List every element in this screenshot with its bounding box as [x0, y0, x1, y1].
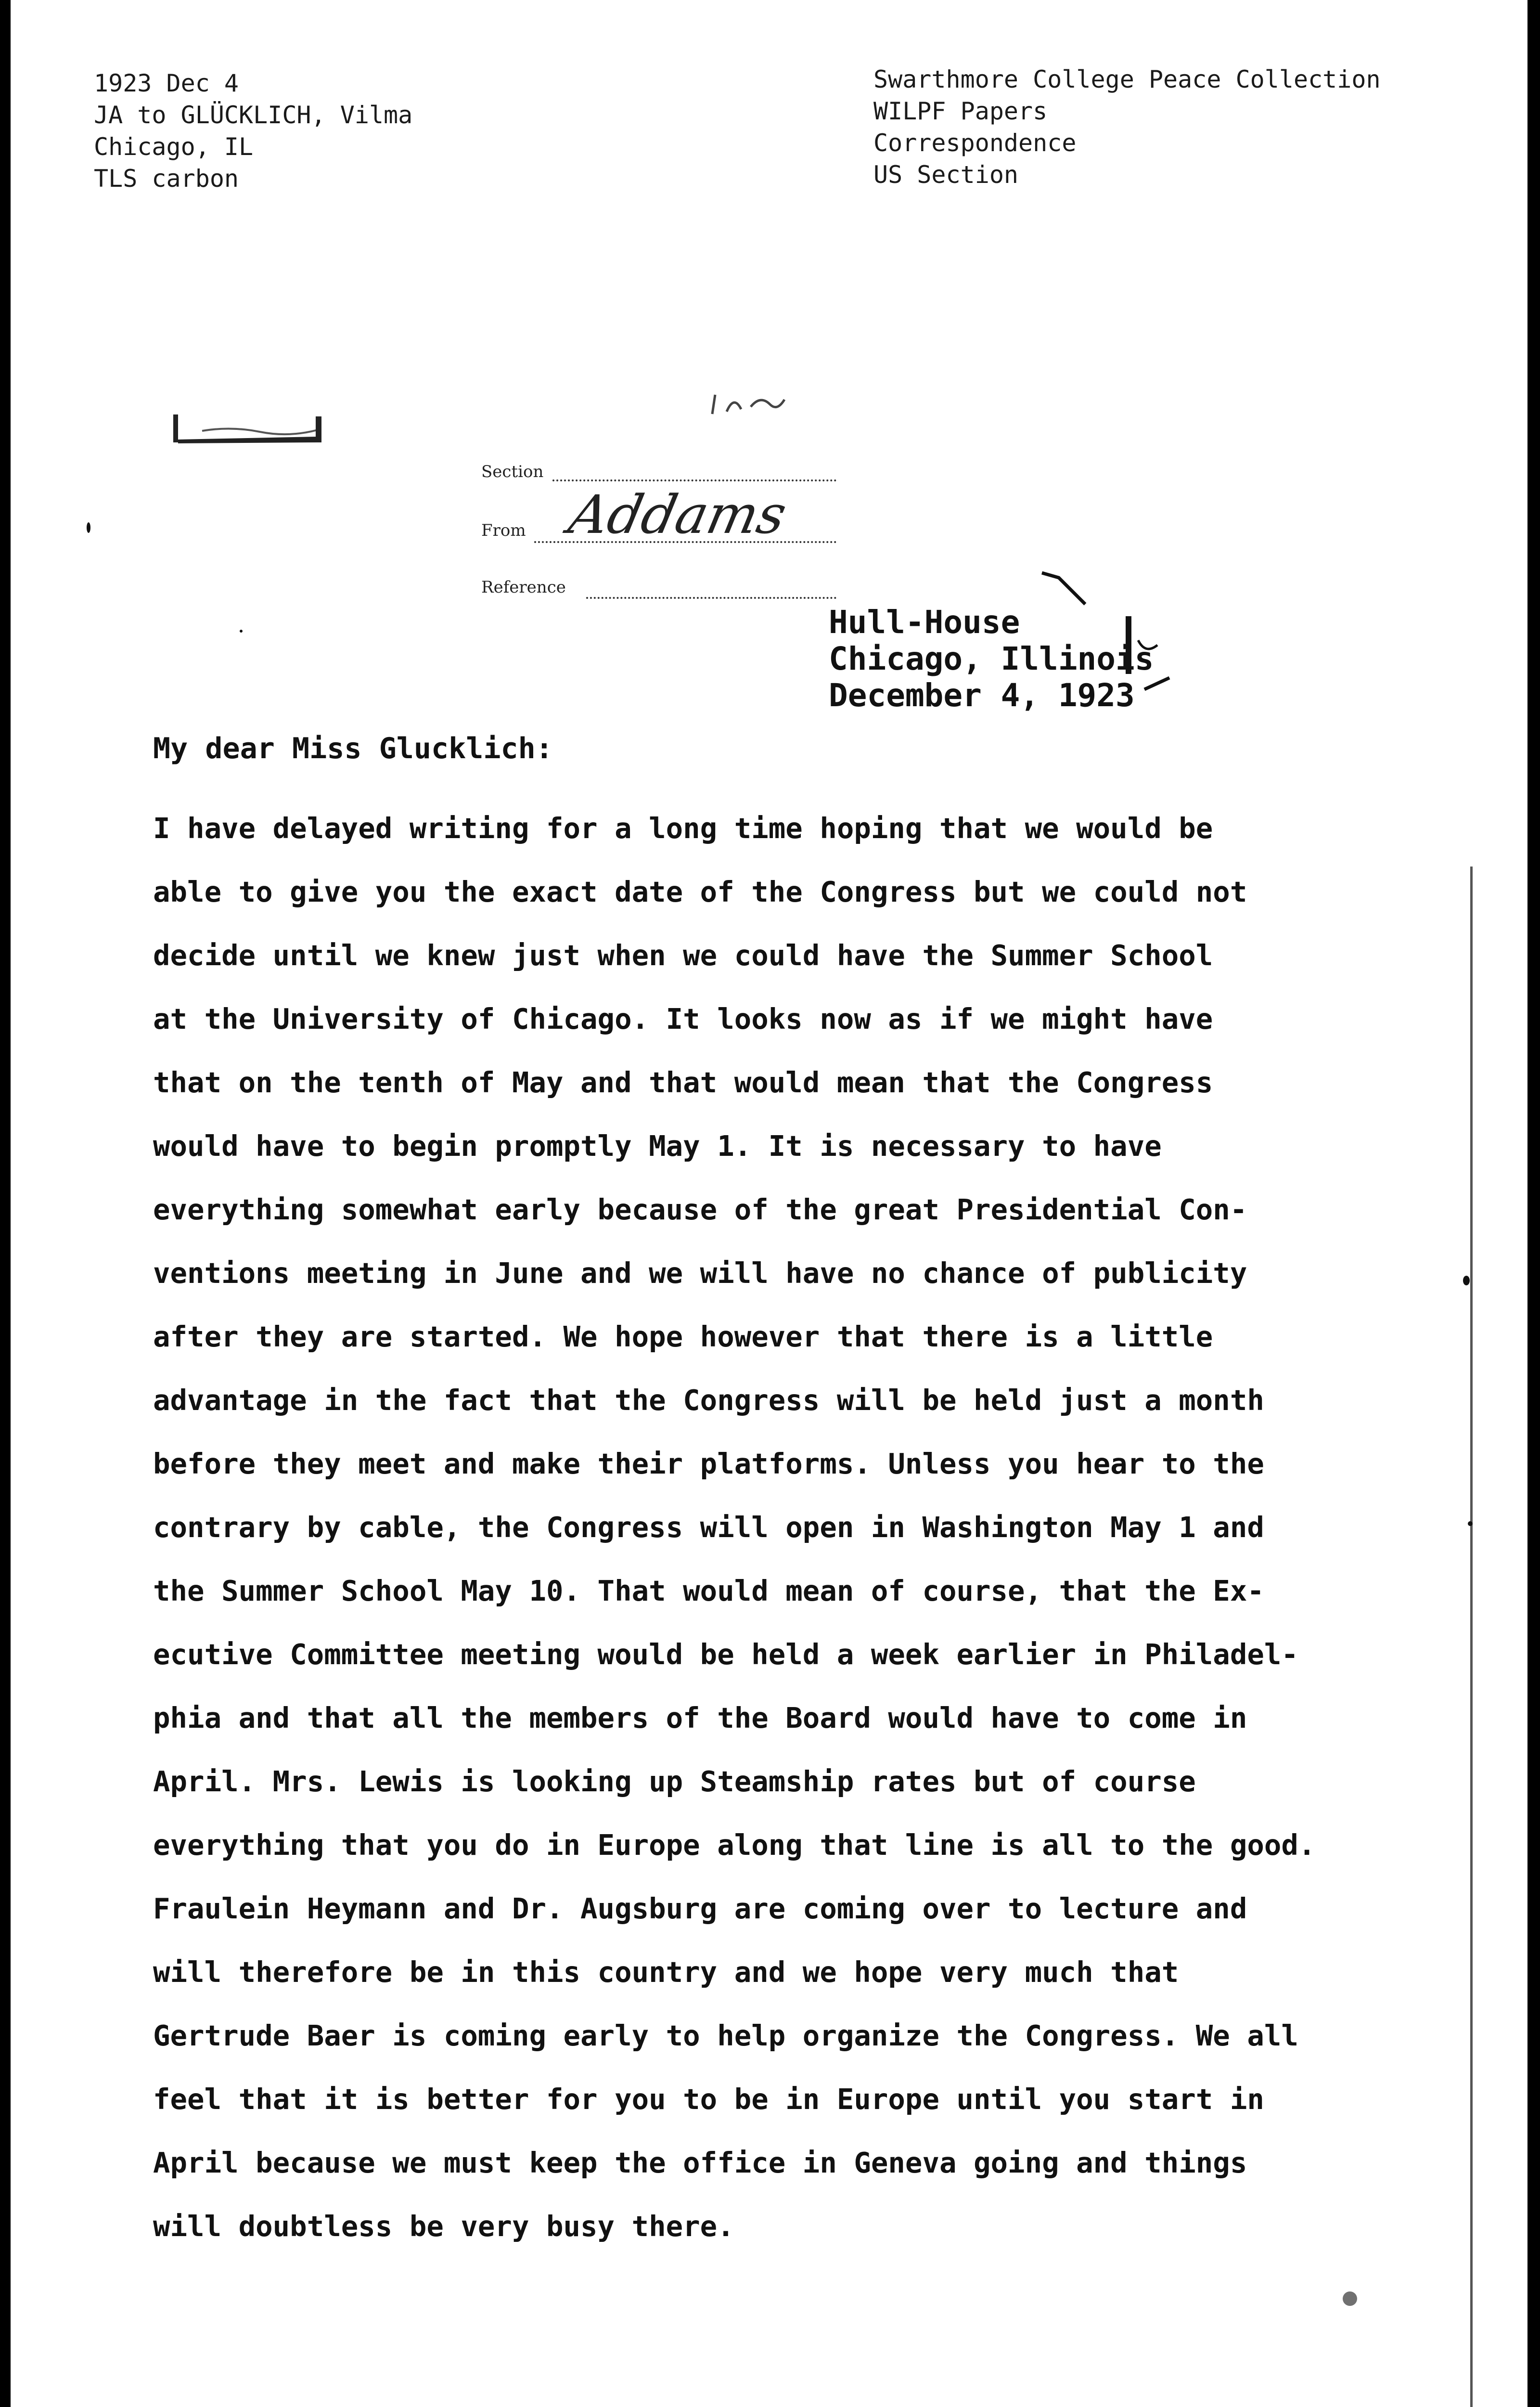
body-line: phia and that all the members of the Board would have to come in: [153, 1701, 1247, 1734]
header-correspondents: JA to GLÜCKLICH, Vilma: [94, 101, 413, 129]
body-line: I have delayed writing for a long time hoping that we would be: [153, 812, 1213, 845]
body-line: Fraulein Heymann and Dr. Augsburg are coming over to lecture and: [153, 1892, 1247, 1925]
body-line: Gertrude Baer is coming early to help organize the Congress. We all: [153, 2019, 1298, 2052]
header-series: Correspondence: [873, 129, 1077, 157]
body-line: at the University of Chicago. It looks now as if we might have: [153, 1002, 1213, 1035]
body-line: the Summer School May 10. That would mean of course, that the Ex-: [153, 1574, 1264, 1607]
speck: [1343, 2291, 1357, 2306]
address-line-house: Hull-House: [829, 604, 1020, 641]
body-line: would have to begin promptly May 1. It is necessary to have: [153, 1129, 1162, 1163]
body-line: that on the tenth of May and that would mean that the Congress: [153, 1066, 1213, 1099]
header-section: US Section: [873, 161, 1019, 189]
speck: [1463, 1276, 1470, 1285]
body-line: able to give you the exact date of the Congress but we could not: [153, 875, 1247, 908]
form-section-line: [552, 479, 836, 481]
body-line: advantage in the fact that the Congress will be held just a month: [153, 1384, 1264, 1417]
body-line: everything that you do in Europe along that line is all to the good.: [153, 1828, 1316, 1862]
header-date: 1923 Dec 4: [94, 69, 239, 97]
body-line: feel that it is better for you to be in Europe until you start in: [153, 2083, 1264, 2116]
header-place: Chicago, IL: [94, 133, 254, 161]
ink-stamp-mark: [173, 412, 344, 445]
header-doc-type: TLS carbon: [94, 165, 239, 193]
header-collection: Swarthmore College Peace Collection: [873, 65, 1381, 93]
form-section-label: Section: [481, 462, 544, 481]
salutation: My dear Miss Glucklich:: [153, 732, 553, 765]
body-line: April. Mrs. Lewis is looking up Steamship rates but of course: [153, 1765, 1196, 1798]
archive-header-right: [873, 64, 1381, 191]
header-papers: WILPF Papers: [873, 97, 1048, 125]
body-line: will therefore be in this country and we hope very much that: [153, 1955, 1179, 1989]
body-line: everything somewhat early because of the great Presidential Con-: [153, 1193, 1247, 1226]
body-line: ecutive Committee meeting would be held a week earlier in Philadel-: [153, 1638, 1298, 1671]
letter-body: [153, 797, 1404, 2258]
body-line: contrary by cable, the Congress will open in Washington May 1 and: [153, 1511, 1264, 1544]
archive-header-left: [94, 67, 412, 194]
scan-border-left: [0, 0, 11, 2407]
body-line: decide until we knew just when we could have the Summer School: [153, 939, 1213, 972]
body-line: will doubtless be very busy there.: [153, 2210, 734, 2243]
body-line: before they meet and make their platforms. Unless you hear to the: [153, 1447, 1264, 1480]
speck: [240, 630, 243, 633]
body-line: after they are started. We hope however that there is a little: [153, 1320, 1213, 1353]
page-edge-line: [1470, 867, 1473, 2407]
speck: [87, 522, 90, 533]
form-reference-line: [586, 597, 836, 599]
body-line: ventions meeting in June and we will have no chance of publicity: [153, 1256, 1247, 1290]
pencil-mark: [707, 385, 789, 424]
form-from-signature: Addams: [564, 484, 792, 545]
letter-date: December 4, 1923: [829, 677, 1135, 714]
address-line-city: Chicago, Illinois: [829, 640, 1154, 677]
speck: [1468, 1521, 1473, 1526]
sender-address: [829, 604, 1154, 714]
form-reference-label: Reference: [481, 578, 566, 597]
form-from-label: From: [481, 521, 526, 540]
body-line: April because we must keep the office in Geneva going and things: [153, 2146, 1247, 2179]
scan-border-right: [1527, 0, 1540, 2407]
